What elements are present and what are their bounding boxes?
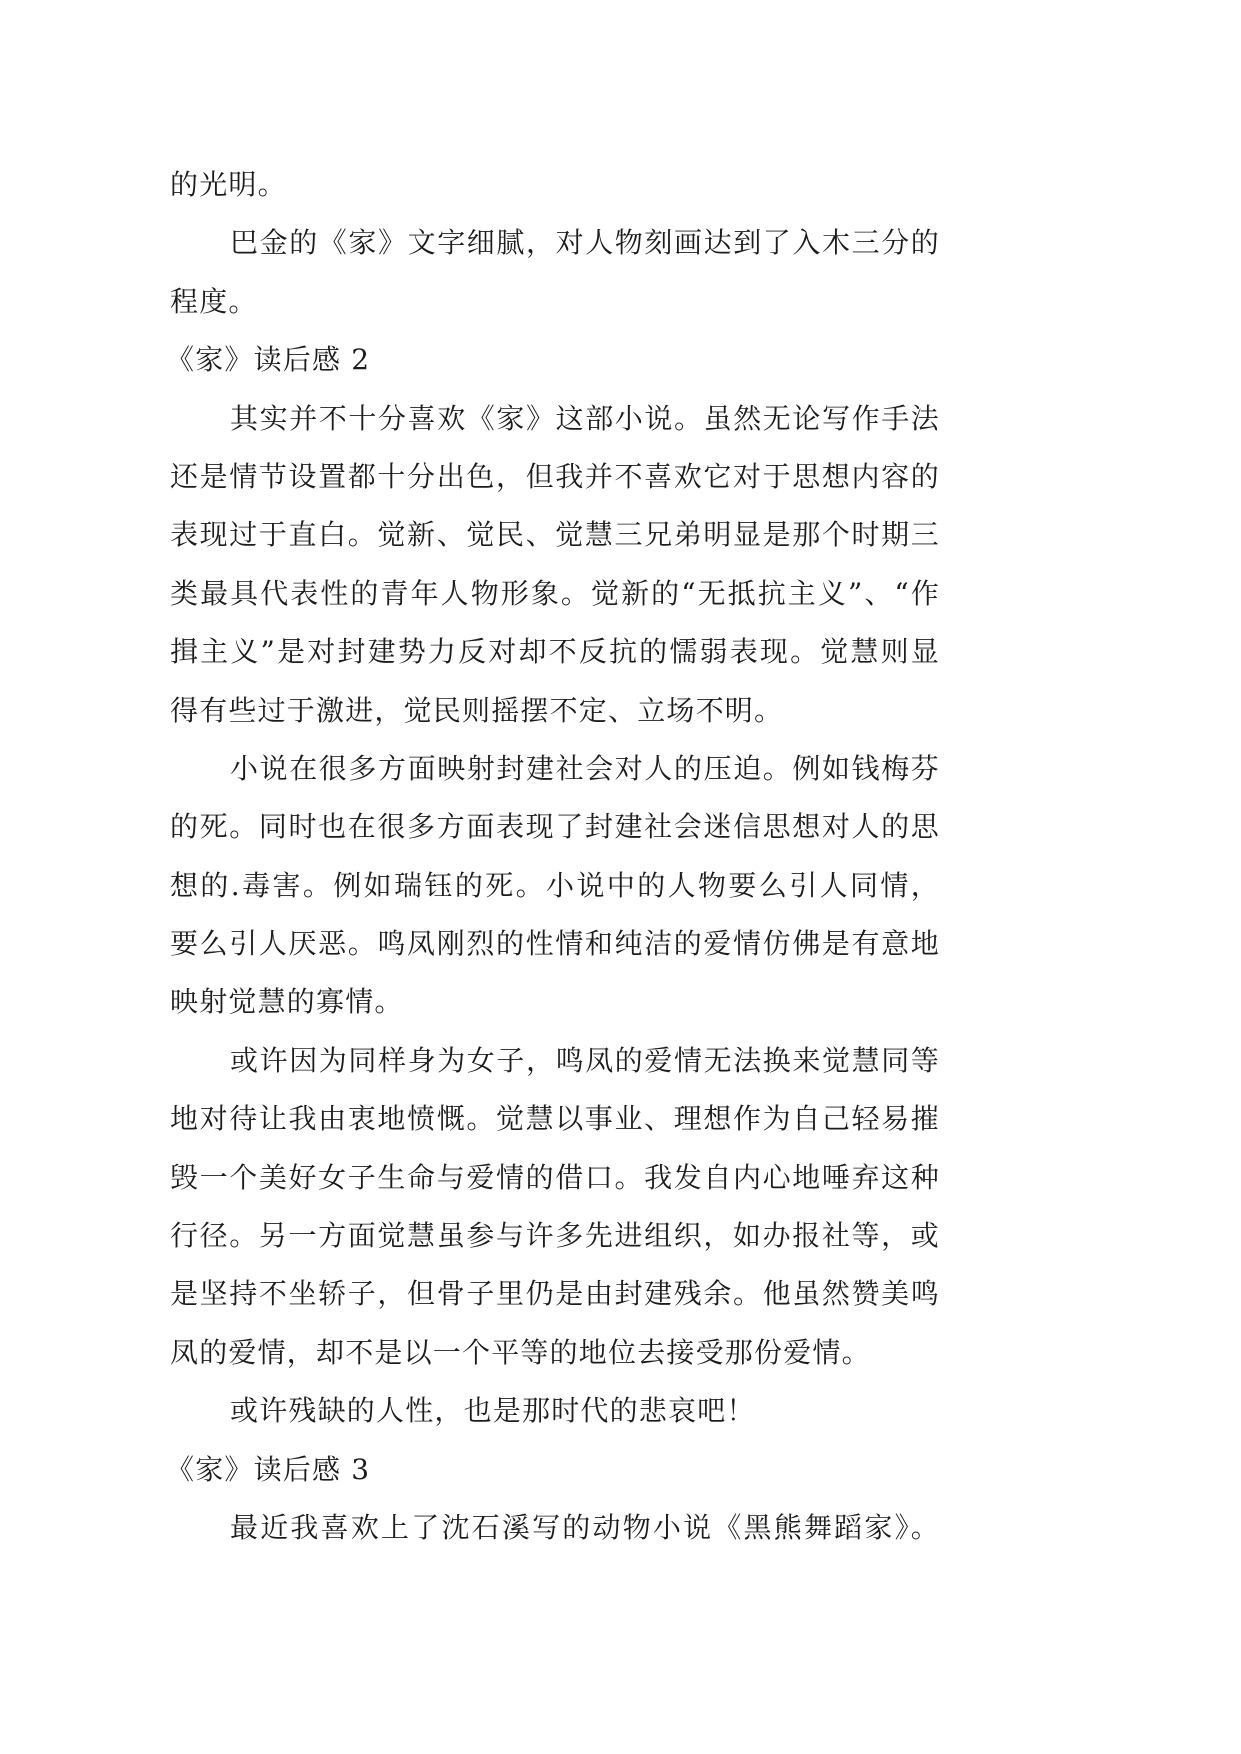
- text-line: 凤的爱情，却不是以一个平等的地位去接受那份爱情。: [170, 1335, 871, 1369]
- text-line: 是坚持不坐轿子，但骨子里仍是由封建残余。他虽然赞美鸣: [170, 1277, 940, 1311]
- text-line: 要么引人厌恶。鸣凤刚烈的性情和纯洁的爱情仿佛是有意地: [170, 927, 940, 961]
- section-heading: 《家》读后感 2: [166, 343, 371, 377]
- text-line: 地对待让我由衷地愤慨。觉慧以事业、理想作为自己轻易摧: [170, 1102, 940, 1136]
- text-line: 巴金的《家》文字细腻，对人物刻画达到了入木三分的: [230, 226, 940, 260]
- text-line: 还是情节设置都十分出色，但我并不喜欢它对于思想内容的: [170, 459, 940, 493]
- text-line: 表现过于直白。觉新、觉民、觉慧三兄弟明显是那个时期三: [170, 518, 940, 552]
- text-line: 程度。: [170, 284, 258, 318]
- paragraph: [170, 1382, 940, 1440]
- text-line: 揖主义”是对封建势力反对却不反抗的懦弱表现。觉慧则显: [170, 635, 940, 669]
- text-line: 或许因为同样身为女子，鸣凤的爱情无法换来觉慧同等: [230, 1043, 940, 1077]
- text-line: 或许残缺的人性，也是那时代的悲哀吧！: [230, 1394, 756, 1428]
- section-heading: 《家》读后感 3: [166, 1452, 371, 1486]
- text-line: 的死。同时也在很多方面表现了封建社会迷信思想对人的思: [170, 810, 940, 844]
- text-line: 映射觉慧的寡情。: [170, 985, 404, 1019]
- paragraph: [170, 390, 940, 740]
- text-line: 的光明。: [170, 168, 287, 201]
- text-line: 行径。另一方面觉慧虽参与许多先进组织，如办报社等，或: [170, 1219, 940, 1253]
- document-page: [166, 156, 940, 1557]
- paragraph: [170, 1499, 940, 1557]
- text-line: 类最具代表性的青年人物形象。觉新的“无抵抗主义”、“作: [170, 576, 940, 610]
- intro-tail-paragraph: [170, 156, 940, 214]
- text-line: 想的.毒害。例如瑞钰的死。小说中的人物要么引人同情，: [170, 868, 940, 902]
- paragraph: [170, 1032, 940, 1382]
- paragraph: [170, 740, 940, 1032]
- intro-paragraph: [170, 214, 940, 331]
- text-line: 得有些过于激进，觉民则摇摆不定、立场不明。: [170, 693, 784, 727]
- text-line: 小说在很多方面映射封建社会对人的压迫。例如钱梅芬: [230, 751, 940, 785]
- text-line: 毁一个美好女子生命与爱情的借口。我发自内心地唾弃这种: [170, 1160, 940, 1194]
- text-line: 最近我喜欢上了沈石溪写的动物小说《黑熊舞蹈家》。: [230, 1510, 940, 1544]
- text-line: 其实并不十分喜欢《家》这部小说。虽然无论写作手法: [230, 401, 940, 435]
- section-3: [166, 1441, 940, 1558]
- section-2: [166, 331, 940, 1440]
